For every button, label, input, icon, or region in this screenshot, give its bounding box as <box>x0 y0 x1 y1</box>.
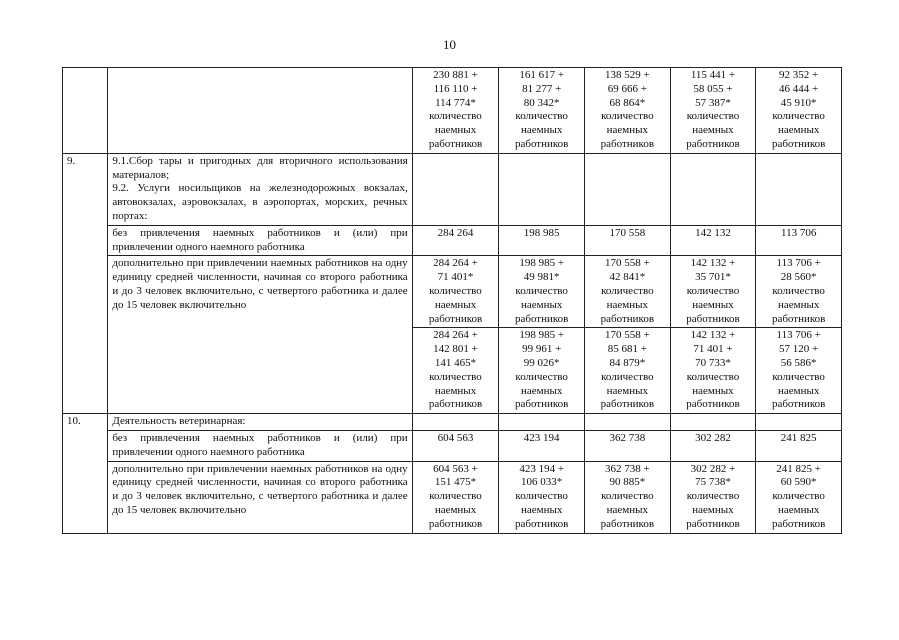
value-cell: 604 563 <box>412 430 499 461</box>
value-cell <box>585 328 671 414</box>
value-line: работников <box>771 312 826 325</box>
value-line: количество <box>601 490 654 503</box>
value-line: работников <box>686 517 740 530</box>
table-row-10-extra <box>63 461 842 533</box>
value-line: 161 617 + <box>519 69 565 81</box>
value-line: 58 055 + <box>693 82 733 95</box>
value-line: 141 465* <box>434 356 477 369</box>
value-line: 198 985 + <box>519 329 565 342</box>
value-cell: 302 282 <box>670 430 756 461</box>
value-cell <box>499 461 585 533</box>
value-line: 57 387* <box>695 96 731 109</box>
value-line: работников <box>428 398 483 411</box>
value-line: 90 885* <box>609 476 646 489</box>
value-line: 151 475* <box>434 476 477 489</box>
value-line: наемных <box>434 298 477 311</box>
value-line: 142 801 + <box>433 343 478 356</box>
row-number-9: 9. <box>63 153 108 413</box>
value-line: 99 026* <box>523 356 560 369</box>
value-cell <box>499 256 585 328</box>
value-line: 284 264 + <box>433 329 478 342</box>
value-line: количество <box>772 370 825 383</box>
value-line: 70 733* <box>695 356 731 369</box>
value-line: работников <box>686 137 740 150</box>
value-line: количество <box>601 110 654 123</box>
empty-cell <box>499 153 585 225</box>
value-line: работников <box>600 137 655 150</box>
value-line: 35 701* <box>695 271 731 284</box>
value-line: количество <box>429 110 482 123</box>
value-line: 113 706 + <box>776 257 821 270</box>
value-line: 423 194 + <box>519 462 565 475</box>
value-cell <box>412 328 499 414</box>
empty-cell <box>412 414 499 431</box>
value-line: наемных <box>520 124 563 137</box>
tariff-table <box>62 67 842 534</box>
row-9-title <box>108 153 412 225</box>
value-line: количество <box>429 284 482 297</box>
value-line: наемных <box>692 298 734 311</box>
value-line: 230 881 + <box>433 69 478 81</box>
description-cell <box>108 68 412 154</box>
value-line: количество <box>429 490 482 503</box>
value-line: 49 981* <box>523 271 560 284</box>
value-line: работников <box>771 517 826 530</box>
value-line: наемных <box>606 384 649 397</box>
value-line: работников <box>514 398 569 411</box>
table-row-9-base <box>63 225 842 256</box>
value-line: 71 401 + <box>693 343 733 356</box>
value-line: количество <box>686 284 740 297</box>
empty-cell <box>670 153 756 225</box>
empty-cell <box>756 153 842 225</box>
value-cell <box>412 256 499 328</box>
value-line: 57 120 + <box>779 343 819 356</box>
value-line: наемных <box>434 384 477 397</box>
value-cell <box>499 68 585 154</box>
value-line: 170 558 + <box>604 329 650 342</box>
row-10-extra-label: дополнительно при привлечении наемных работников на одну единицу средней численности, начиная со второго работника и до 3 человек включительно, с четвертого работника и далее до 15 человек включительно <box>108 461 412 533</box>
row-number-10: 10. <box>63 414 108 533</box>
empty-cell <box>670 414 756 431</box>
value-line: работников <box>771 398 826 411</box>
page-number: 10 <box>443 37 456 52</box>
value-line: наемных <box>520 384 563 397</box>
value-line: количество <box>429 370 482 383</box>
value-cell: 198 985 <box>499 225 585 256</box>
value-line: 241 825 + <box>776 462 822 475</box>
value-line: работников <box>428 517 483 530</box>
value-line: 142 132 + <box>690 329 736 342</box>
value-line: работников <box>514 517 569 530</box>
value-line: работников <box>600 517 655 530</box>
value-cell <box>585 256 671 328</box>
value-line: 45 910* <box>780 96 817 109</box>
value-cell <box>756 328 842 414</box>
empty-cell <box>585 414 671 431</box>
value-line: 68 864* <box>609 96 646 109</box>
value-line: наемных <box>606 124 649 137</box>
value-line: наемных <box>777 124 820 137</box>
value-line: 69 666 + <box>607 82 647 95</box>
value-cell <box>585 68 671 154</box>
value-cell <box>756 256 842 328</box>
value-cell: 241 825 <box>756 430 842 461</box>
row-10-title: Деятельность ветеринарная: <box>108 414 412 431</box>
value-line: 362 738 + <box>604 462 650 475</box>
value-line: 84 879* <box>609 356 646 369</box>
value-line: наемных <box>777 384 820 397</box>
empty-cell <box>585 153 671 225</box>
value-line: 92 352 + <box>779 69 819 81</box>
value-line: количество <box>686 490 740 503</box>
value-line: работников <box>600 398 655 411</box>
value-line: количество <box>601 284 654 297</box>
value-line: 75 738* <box>695 476 731 489</box>
value-line: работников <box>428 312 483 325</box>
value-line: 284 264 + <box>433 257 478 270</box>
table-row-continuation <box>63 68 842 154</box>
value-line: 113 706 + <box>776 329 821 342</box>
value-line: количество <box>772 490 825 503</box>
value-line: работников <box>686 312 740 325</box>
value-line: 60 590* <box>780 476 817 489</box>
value-line: количество <box>772 284 825 297</box>
value-line: работников <box>771 137 826 150</box>
value-line: количество <box>601 370 654 383</box>
value-line: 81 277 + <box>522 82 562 95</box>
value-line: количество <box>686 370 740 383</box>
value-line: 71 401* <box>437 271 474 284</box>
row-9-title-line: 9.1.Сбор тары и пригодных для вторичного использования материалов; <box>112 154 408 181</box>
value-cell: 142 132 <box>670 225 756 256</box>
value-cell: 423 194 <box>499 430 585 461</box>
row-9-title-line: 9.2. Услуги носильщиков на железнодорожных вокзалах, автовокзалах, аэровокзалах, в аэропортах, морских, речных портах: <box>112 182 408 222</box>
value-cell <box>585 461 671 533</box>
value-line: работников <box>686 398 740 411</box>
value-line: 170 558 + <box>604 257 650 270</box>
table-row-10-header <box>63 414 842 431</box>
value-line: 142 132 + <box>690 257 736 270</box>
row-9-extra-label: дополнительно при привлечении наемных работников на одну единицу средней численности, начиная со второго работника и до 3 человек включительно, с четвертого работника и далее до 15 человек включительно <box>108 256 412 414</box>
table-row-10-base <box>63 430 842 461</box>
value-line: количество <box>772 110 825 123</box>
value-line: количество <box>686 110 740 123</box>
value-line: наемных <box>606 503 649 516</box>
value-line: наемных <box>606 298 649 311</box>
value-line: 80 342* <box>523 96 560 109</box>
table-row-9-extra-a <box>63 256 842 328</box>
value-line: наемных <box>520 298 563 311</box>
empty-cell <box>499 414 585 431</box>
value-line: 302 282 + <box>690 462 736 475</box>
value-line: 28 560* <box>780 271 817 284</box>
value-line: 85 681 + <box>607 343 647 356</box>
value-line: количество <box>515 370 568 383</box>
value-line: наемных <box>692 503 734 516</box>
row-10-base-label: без привлечения наемных работников и (или) при привлечении одного наемного работника <box>108 430 412 461</box>
value-line: 42 841* <box>609 271 646 284</box>
value-line: 99 961 + <box>522 343 562 356</box>
value-cell <box>670 328 756 414</box>
value-cell: 284 264 <box>412 225 499 256</box>
value-cell <box>756 461 842 533</box>
value-line: работников <box>428 137 483 150</box>
value-line: наемных <box>692 384 734 397</box>
row-9-base-label: без привлечения наемных работников и (или) при привлечении одного наемного работника <box>108 225 412 256</box>
value-cell: 113 706 <box>756 225 842 256</box>
value-line: работников <box>600 312 655 325</box>
value-line: работников <box>514 312 569 325</box>
empty-cell <box>756 414 842 431</box>
value-cell <box>670 68 756 154</box>
value-cell <box>412 461 499 533</box>
value-line: 46 444 + <box>779 82 819 95</box>
empty-cell <box>412 153 499 225</box>
value-line: количество <box>515 490 568 503</box>
value-line: 106 033* <box>521 476 563 489</box>
value-line: наемных <box>692 124 734 137</box>
value-line: наемных <box>434 503 477 516</box>
value-line: 115 441 + <box>690 69 736 81</box>
value-cell: 362 738 <box>585 430 671 461</box>
table-row-9-header <box>63 153 842 225</box>
row-number-cell <box>63 68 108 154</box>
value-line: 138 529 + <box>604 69 650 81</box>
value-line: 56 586* <box>780 356 817 369</box>
value-cell: 170 558 <box>585 225 671 256</box>
value-cell <box>670 256 756 328</box>
value-line: наемных <box>777 298 820 311</box>
value-line: количество <box>515 110 568 123</box>
value-line: работников <box>514 137 569 150</box>
value-line: 116 110 + <box>433 82 478 95</box>
value-line: наемных <box>520 503 563 516</box>
value-cell <box>756 68 842 154</box>
value-line: 114 774* <box>435 96 476 109</box>
value-cell <box>412 68 499 154</box>
value-line: наемных <box>434 124 477 137</box>
value-line: количество <box>515 284 568 297</box>
value-cell <box>670 461 756 533</box>
value-line: 198 985 + <box>519 257 565 270</box>
value-line: наемных <box>777 503 820 516</box>
value-cell <box>499 328 585 414</box>
value-line: 604 563 + <box>433 462 478 475</box>
